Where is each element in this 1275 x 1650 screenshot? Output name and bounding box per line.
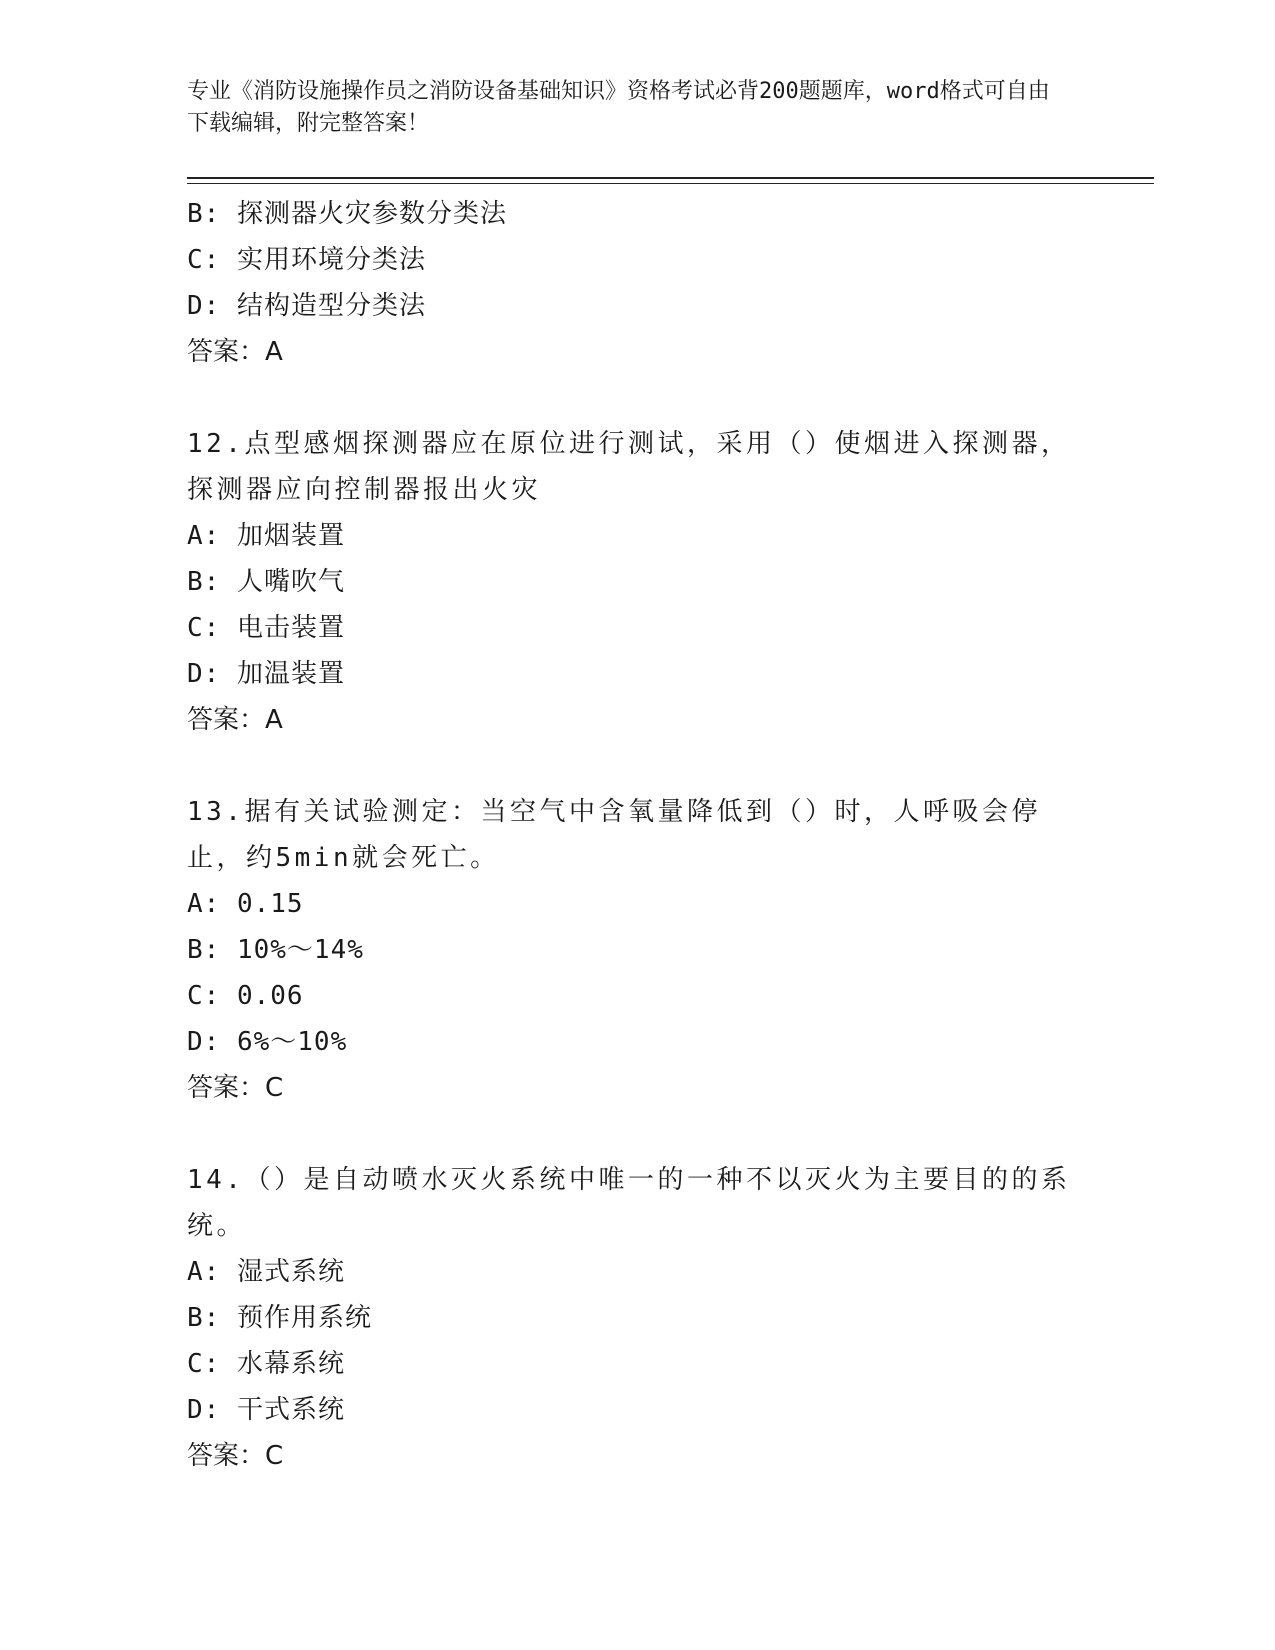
question-text: 14.（）是自动喷水灭火系统中唯一的一种不以灭火为主要目的的系统。 [187,1165,1071,1241]
option-a: A: 湿式系统 [187,1257,345,1287]
option-d: D: 结构造型分类法 [187,291,426,321]
option-c: C: 水幕系统 [187,1349,345,1379]
option-a: A: 0.15 [187,889,304,919]
option-a: A: 加烟装置 [187,521,345,551]
question-11-fragment [187,191,1087,375]
option-b: B: 预作用系统 [187,1303,372,1333]
question-text: 13.据有关试验测定：当空气中含氧量降低到（）时，人呼吸会停止，约5min就会死亡。 [187,797,1041,873]
answer: 答案：C [187,1441,284,1471]
question-12 [187,421,1087,743]
document-header: 专业《消防设施操作员之消防设备基础知识》资格考试必背200题题库，word格式可自由下载编辑，附完整答案！ [187,79,1050,136]
option-d: D: 干式系统 [187,1395,345,1425]
header-rule-thin [187,183,1154,184]
option-d: D: 6%～10% [187,1027,348,1057]
option-c: C: 0.06 [187,981,304,1011]
question-13 [187,789,1087,1111]
option-b: B: 探测器火灾参数分类法 [187,199,507,229]
question-text: 12.点型感烟探测器应在原位进行测试，采用（）使烟进入探测器，探测器应向控制器报出火灾 [187,429,1071,505]
option-d: D: 加温装置 [187,659,345,689]
option-c: C: 电击装置 [187,613,345,643]
header-rule-thick [187,177,1154,179]
answer: 答案：A [187,705,283,735]
option-b: B: 10%～14% [187,935,364,965]
question-list [187,191,1087,1479]
option-c: C: 实用环境分类法 [187,245,426,275]
option-b: B: 人嘴吹气 [187,567,345,597]
answer: 答案：A [187,337,283,367]
answer: 答案：C [187,1073,284,1103]
question-14 [187,1157,1087,1479]
